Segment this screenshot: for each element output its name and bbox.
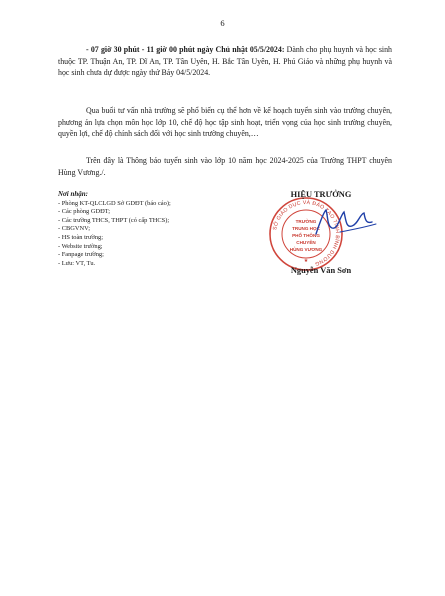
recipients-list bbox=[58, 200, 248, 269]
recipient-item: - Phòng KT-QLCLGD Sở GDĐT (báo cáo); bbox=[58, 199, 171, 207]
recipient-item: - HS toàn trường; bbox=[58, 233, 104, 241]
signer-title: HIỆU TRƯỞNG bbox=[290, 190, 352, 199]
seal-line: TRƯỜNG bbox=[295, 219, 317, 224]
recipient-item: - Các phòng GDĐT; bbox=[58, 208, 111, 216]
signature-block bbox=[246, 190, 396, 280]
recipients-block bbox=[58, 190, 248, 268]
consultation-paragraph: Qua buổi tư vấn nhà trường sẽ phổ biến cụ thể hơn về kế hoạch tuyển sinh vào trường chuyên, phương án lựa chọn môn học lớp 10, chế độ học tập sinh hoạt, triển vọng của học sinh trường chuyên, quyền lợi, chế độ chính sách đối với học sinh trường chuyên,… bbox=[58, 106, 392, 139]
recipient-item: - CBGVNV; bbox=[58, 225, 91, 233]
schedule-time: - 07 giờ 30 phút - 11 giờ 00 phút ngày Chủ nhật 05/5/2024: bbox=[86, 45, 285, 54]
recipient-item: - Website trường; bbox=[58, 242, 103, 250]
seal-line: CHUYÊN bbox=[296, 240, 316, 245]
seal-line: TRUNG HỌC bbox=[292, 226, 320, 231]
seal-star: ★ bbox=[303, 258, 309, 264]
seal-line: HÙNG VƯƠNG bbox=[289, 247, 323, 252]
seal-line: PHỔ THÔNG bbox=[292, 233, 320, 238]
seal-ring-text: SỞ GIÁO DỤC VÀ ĐÀO TẠO TỈNH BÌNH DƯƠNG bbox=[272, 199, 341, 267]
signer-name: Nguyễn Văn Sơn bbox=[290, 266, 352, 275]
recipients-title: Nơi nhận: bbox=[58, 190, 89, 198]
page-number: 6 bbox=[220, 18, 225, 28]
recipient-item: - Fanpage trường; bbox=[58, 251, 104, 259]
schedule-text: Dành cho phụ huynh và học sinh thuộc TP. Thuận An, TP. Dĩ An, TP. Tân Uyên, H. Bắc Tân Uyên, H. Phú Giáo và những phụ huynh và học sinh chưa dự được ngày thứ Bảy 04/5/2024. bbox=[58, 45, 392, 78]
schedule-paragraph bbox=[58, 44, 392, 79]
handwritten-signature bbox=[310, 204, 380, 240]
recipient-item: - Lưu: VT, Tu. bbox=[58, 259, 96, 267]
recipient-item: - Các trường THCS, THPT (có cấp THCS); bbox=[58, 216, 170, 224]
closing-paragraph: Trên đây là Thông báo tuyển sinh vào lớp 10 năm học 2024-2025 của Trường THPT chuyên Hùng Vương./. bbox=[58, 156, 392, 177]
